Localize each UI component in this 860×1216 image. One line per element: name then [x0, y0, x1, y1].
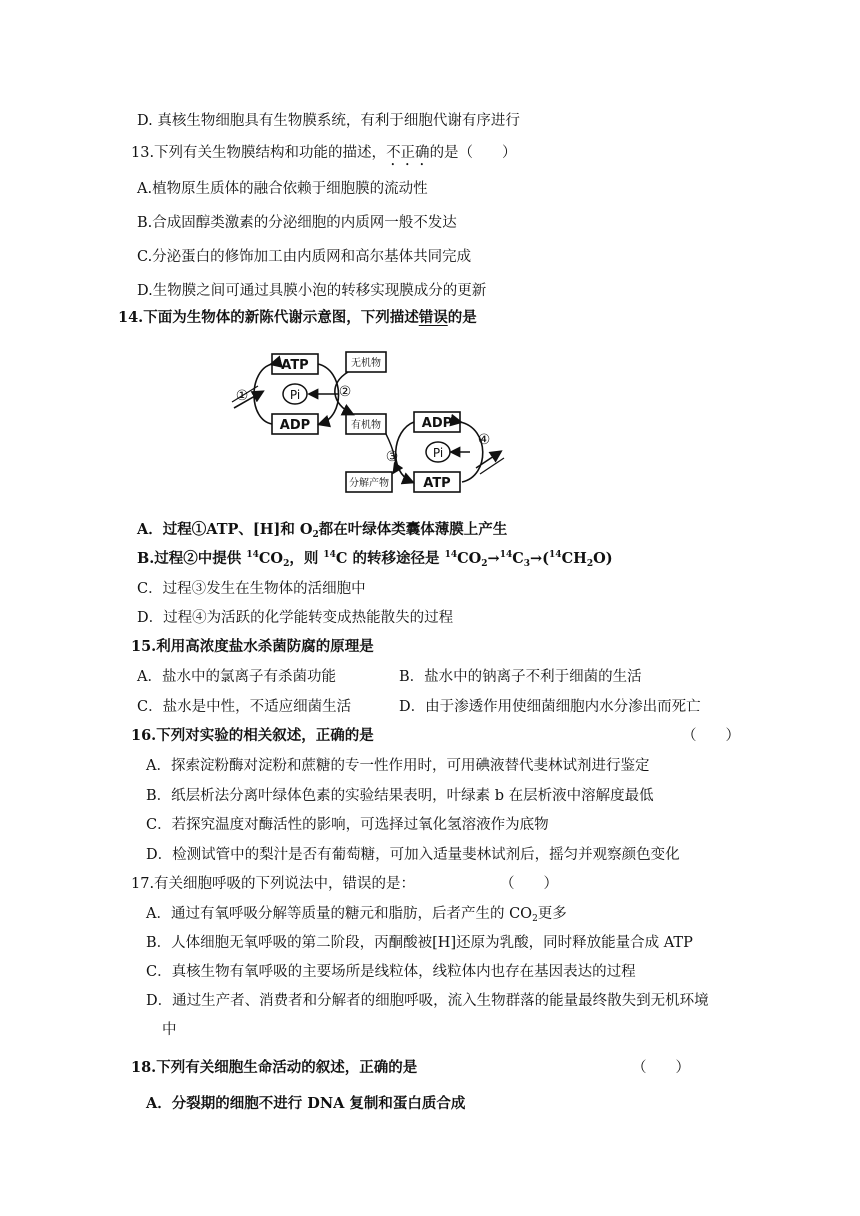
q14-option-a-sub: 2	[312, 530, 319, 540]
q14-option-b-s4: 14	[499, 550, 513, 560]
q13-option-a: A.植物原生质体的融合依赖于细胞膜的流动性	[137, 181, 428, 197]
q18-answer-paren: （ ）	[632, 1060, 690, 1076]
marker-4: ④	[477, 432, 491, 448]
marker-1: ①	[235, 388, 249, 404]
q14-option-c: C．过程③发生在生物体的活细胞中	[137, 581, 366, 597]
products-label: 分解产物	[349, 478, 389, 489]
q13-option-c: C.分泌蛋白的修饰加工由内质网和高尔基体共同完成	[137, 249, 472, 265]
q14-option-b-t0: B.过程②中提供	[137, 550, 247, 567]
inorganic-label: 无机物	[351, 358, 381, 369]
q17-option-b: B．人体细胞无氧呼吸的第二阶段，丙酮酸被[H]还原为乳酸，同时释放能量合成 ATP	[146, 935, 693, 951]
q14-option-a	[137, 520, 507, 540]
q14-option-a-text-2: 都在叶绿体类囊体薄膜上产生	[318, 521, 508, 538]
adp-label-top: ADP	[279, 418, 311, 433]
metabolism-diagram	[228, 348, 508, 496]
q13-option-d: D.生物膜之间可通过具膜小泡的转移实现膜成分的更新	[137, 283, 487, 299]
q14-option-b-b4: 2	[586, 559, 594, 569]
q15-option-d: D．由于渗透作用使细菌细胞内水分渗出而死亡	[399, 699, 701, 715]
q16-option-b: B．纸层析法分离叶绿体色素的实验结果表明，叶绿素 b 在层析液中溶解度最低	[146, 788, 654, 804]
q14-option-b-s5: 14	[549, 550, 562, 560]
q13-stem	[131, 143, 517, 169]
q14-option-b-b1: 2	[283, 559, 290, 569]
q14-option-b-t5: →	[487, 550, 500, 567]
q17-option-d-line2: 中	[162, 1022, 177, 1038]
q16-answer-paren: （ ）	[682, 728, 740, 744]
q13-stem-a: 13.下列有关生物膜结构和功能的描述，	[131, 145, 387, 161]
q14-option-b-t7: →(	[530, 550, 550, 567]
organic-label: 有机物	[351, 420, 381, 431]
q15-option-c: C．盐水是中性，不适应细菌生活	[137, 699, 352, 715]
q14-option-a-text: A．过程①ATP、[H]和 O	[137, 521, 313, 538]
q14-stem-a: 14.下面为生物体的新陈代谢示意图，下列描述	[118, 309, 419, 326]
q17-stem: 17.有关细胞呼吸的下列说法中，错误的是：	[131, 876, 416, 892]
adp-label-right: ADP	[421, 416, 453, 431]
q14-option-b-t4: CO	[457, 550, 482, 567]
q16-stem: 16.下列对实验的相关叙述，正确的是	[131, 727, 374, 744]
q17-option-c: C．真核生物有氧呼吸的主要场所是线粒体，线粒体内也存在基因表达的过程	[146, 964, 636, 980]
q14-option-b-t9: O)	[593, 550, 613, 567]
q14-stem	[118, 308, 477, 328]
q14-stem-b: 的是	[447, 309, 477, 326]
q16-option-a: A．探索淀粉酶对淀粉和蔗糖的专一性作用时，可用碘液替代斐林试剂进行鉴定	[146, 758, 650, 774]
q17-option-a-text-2: 更多	[537, 906, 567, 922]
q15-option-b: B．盐水中的钠离子不利于细菌的生活	[399, 669, 642, 685]
q14-option-d: D．过程④为活跃的化学能转变成热能散失的过程	[137, 610, 454, 626]
atp-label-top: ATP	[281, 358, 309, 373]
q14-option-b-b2: 2	[481, 559, 488, 569]
q14-option-b-s3: 14	[444, 550, 458, 560]
q14-option-b-b3: 3	[523, 559, 531, 569]
q15-stem: 15.利用高浓度盐水杀菌防腐的原理是	[131, 638, 374, 655]
q14-stem-emphasis: 错误	[418, 309, 448, 326]
q17-answer-paren: （ ）	[500, 876, 558, 892]
q14-option-b-s1: 14	[246, 550, 259, 560]
q15-option-a: A．盐水中的氯离子有杀菌功能	[137, 669, 336, 685]
q14-option-b-t6: C	[512, 550, 524, 567]
q14-option-b-t2: ，则	[289, 550, 324, 567]
marker-2: ②	[338, 384, 352, 400]
atp-label-right: ATP	[423, 476, 451, 491]
q13-stem-emphasis: 不正确	[386, 145, 430, 161]
q18-option-a: A．分裂期的细胞不进行 DNA 复制和蛋白质合成	[146, 1095, 466, 1112]
pi-label-right: Pi	[432, 446, 444, 460]
q14-option-b-t8: CH	[561, 550, 587, 567]
q17-option-a-text: A．通过有氧呼吸分解等质量的糖元和脂肪，后者产生的 CO	[146, 906, 533, 922]
q13-stem-b: 的是（ ）	[429, 145, 517, 161]
marker-3: ③	[385, 449, 399, 465]
pi-label-left: Pi	[289, 388, 301, 402]
right-cycle-arc-left	[396, 422, 414, 482]
q13-option-b: B.合成固醇类激素的分泌细胞的内质网一般不发达	[137, 215, 457, 231]
q14-option-b-t1: CO	[258, 550, 284, 567]
q14-option-b	[137, 549, 613, 569]
q16-option-d: D．检测试管中的梨汁是否有葡萄糖，可加入适量斐林试剂后，摇匀并观察颜色变化	[146, 847, 680, 863]
q17-option-a	[146, 904, 567, 924]
q14-option-b-s2: 14	[323, 550, 336, 560]
q17-option-d-line1: D．通过生产者、消费者和分解者的细胞呼吸，流入生物群落的能量最终散失到无机环境	[146, 993, 709, 1009]
q12-option-d: D. 真核生物细胞具有生物膜系统，有利于细胞代谢有序进行	[137, 113, 520, 129]
q17-option-a-sub: 2	[532, 914, 538, 924]
output-arrow-4b	[480, 458, 504, 474]
left-cycle-arc-left	[254, 364, 272, 424]
q14-option-b-t3: C 的转移途径是	[335, 550, 445, 567]
q16-option-c: C．若探究温度对酶活性的影响，可选择过氧化氢溶液作为底物	[146, 817, 549, 833]
q18-stem: 18.下列有关细胞生命活动的叙述，正确的是	[131, 1059, 418, 1076]
output-arrow-4	[476, 452, 500, 468]
